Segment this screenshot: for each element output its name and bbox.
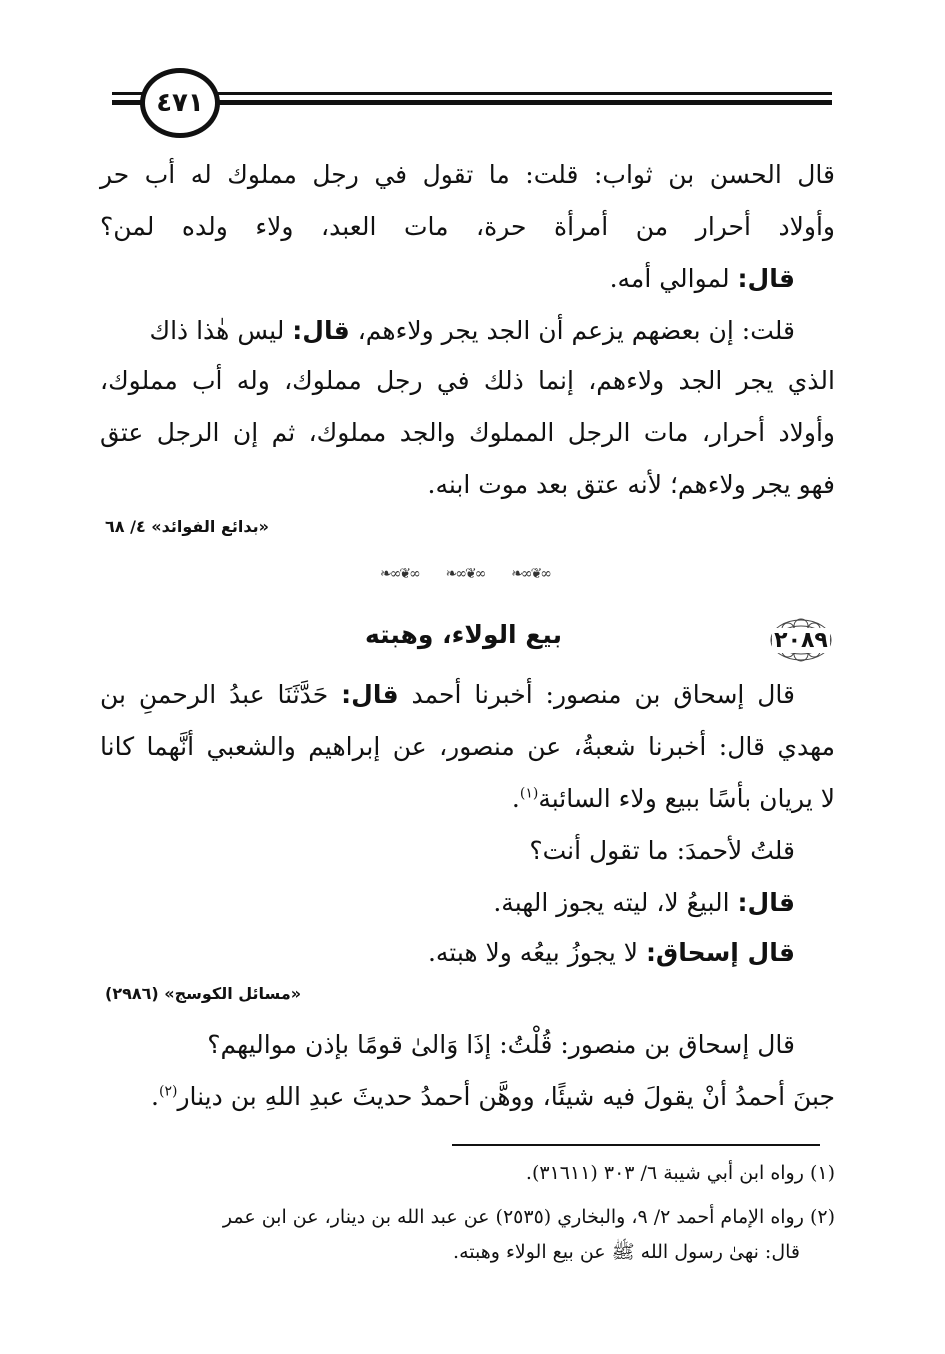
paragraph-line [100,264,795,294]
paragraph-line [100,680,795,710]
footnote-continuation: قال: نهىٰ رسول الله ﷺ عن بيع الولاء وهبته. [453,1241,800,1263]
ornament-icon: ❧∞❦∞ [511,566,550,582]
paragraph-text: لا يريان بأسًا ببيع ولاء السائبة [538,784,835,813]
header-rule [212,100,832,105]
paragraph-text: قال إسحاق بن منصور: أخبرنا أحمد [398,680,795,709]
page-number-text: ٤٧١ [156,88,204,118]
paragraph-text: لا يجوزُ بيعُه ولا هبته. [427,938,646,967]
source-citation: «مسائل الكوسج» (٢٩٨٦) [105,984,302,1003]
paragraph-line [100,888,795,918]
paragraph-line: قلتُ لأحمدَ: ما تقول أنت؟ [529,836,795,865]
ornament-icon: ❧∞❦∞ [445,566,485,582]
speaker-label: قال: [737,264,795,293]
paragraph-text: حَدَّثَنَا عبدُ الرحمنِ بن [100,680,342,709]
speaker-label: قال: [341,680,399,709]
paragraph-line: قال الحسن بن ثواب: قلت: ما تقول في رجل مملوك له أب حر [100,160,835,189]
header-rule [212,92,832,95]
footnote-marker: (٢) [158,1083,178,1100]
entry-number: ٢٠٨٩ [774,627,828,653]
footnote-marker: (١) [519,785,539,802]
paragraph-text: البيعُ لا، ليته يجوز الهبة. [493,888,738,917]
ornament-divider [380,566,550,582]
paragraph-text: ليس هٰذا ذاك [149,316,293,345]
footnote-separator [452,1144,820,1146]
speaker-label: قال: [292,316,350,345]
source-citation: «بدائع الفوائد» ٤/ ٦٨ [105,517,269,536]
paragraph-text: قلت: إن بعضهم يزعم أن الجد يجر ولاءهم، [349,316,795,345]
footnote: (٢) رواه الإمام أحمد ٢/ ٩، والبخاري (٢٥٣٥) عن عبد الله بن دينار، عن ابن عمر [222,1206,835,1228]
paragraph-line [100,784,835,814]
speaker-label: قال: [737,888,795,917]
paragraph-text: . [151,1082,159,1111]
paragraph-line [100,316,795,346]
paragraph-text: . [511,784,520,813]
paragraph-line: الذي يجر الجد ولاءهم، إنما ذلك في رجل مملوك، وله أب مملوك، [100,366,835,395]
entry-number-badge [768,616,834,664]
paragraph-line: وأولاد أحرار، مات الرجل المملوك والجد مملوك، ثم إن الرجل عتق [100,418,835,447]
paragraph-line: فهو يجر ولاءهم؛ لأنه عتق بعد موت ابنه. [427,470,835,499]
paragraph-line [100,938,795,968]
page-number [140,68,220,138]
paragraph-line: مهدي قال: أخبرنا شعبةُ، عن منصور، عن إبراهيم والشعبي أنَّهما كانا [100,732,835,761]
paragraph-line [100,1082,835,1112]
entry-title: بيع الولاء، وهبته [364,620,562,649]
paragraph-line: وأولاد أحرار من أمرأة حرة، مات العبد، ولاء ولده لمن؟ [100,212,835,241]
speaker-label: قال إسحاق: [645,938,795,967]
ornament-icon: ❧∞❦∞ [380,566,419,582]
paragraph-text: لموالي أمه. [609,264,738,293]
paragraph-line: قال إسحاق بن منصور: قُلْتُ: إذَا وَالىٰ قومًا بإذن مواليهم؟ [207,1030,795,1059]
footnote: (١) رواه ابن أبي شيبة ٦/ ٣٠٣ (٣١٦١١). [525,1162,835,1184]
paragraph-text: جبنَ أحمدُ أنْ يقولَ فيه شيئًا، ووهَّن أحمدُ حديثَ عبدِ اللهِ بن دينار [177,1082,835,1111]
